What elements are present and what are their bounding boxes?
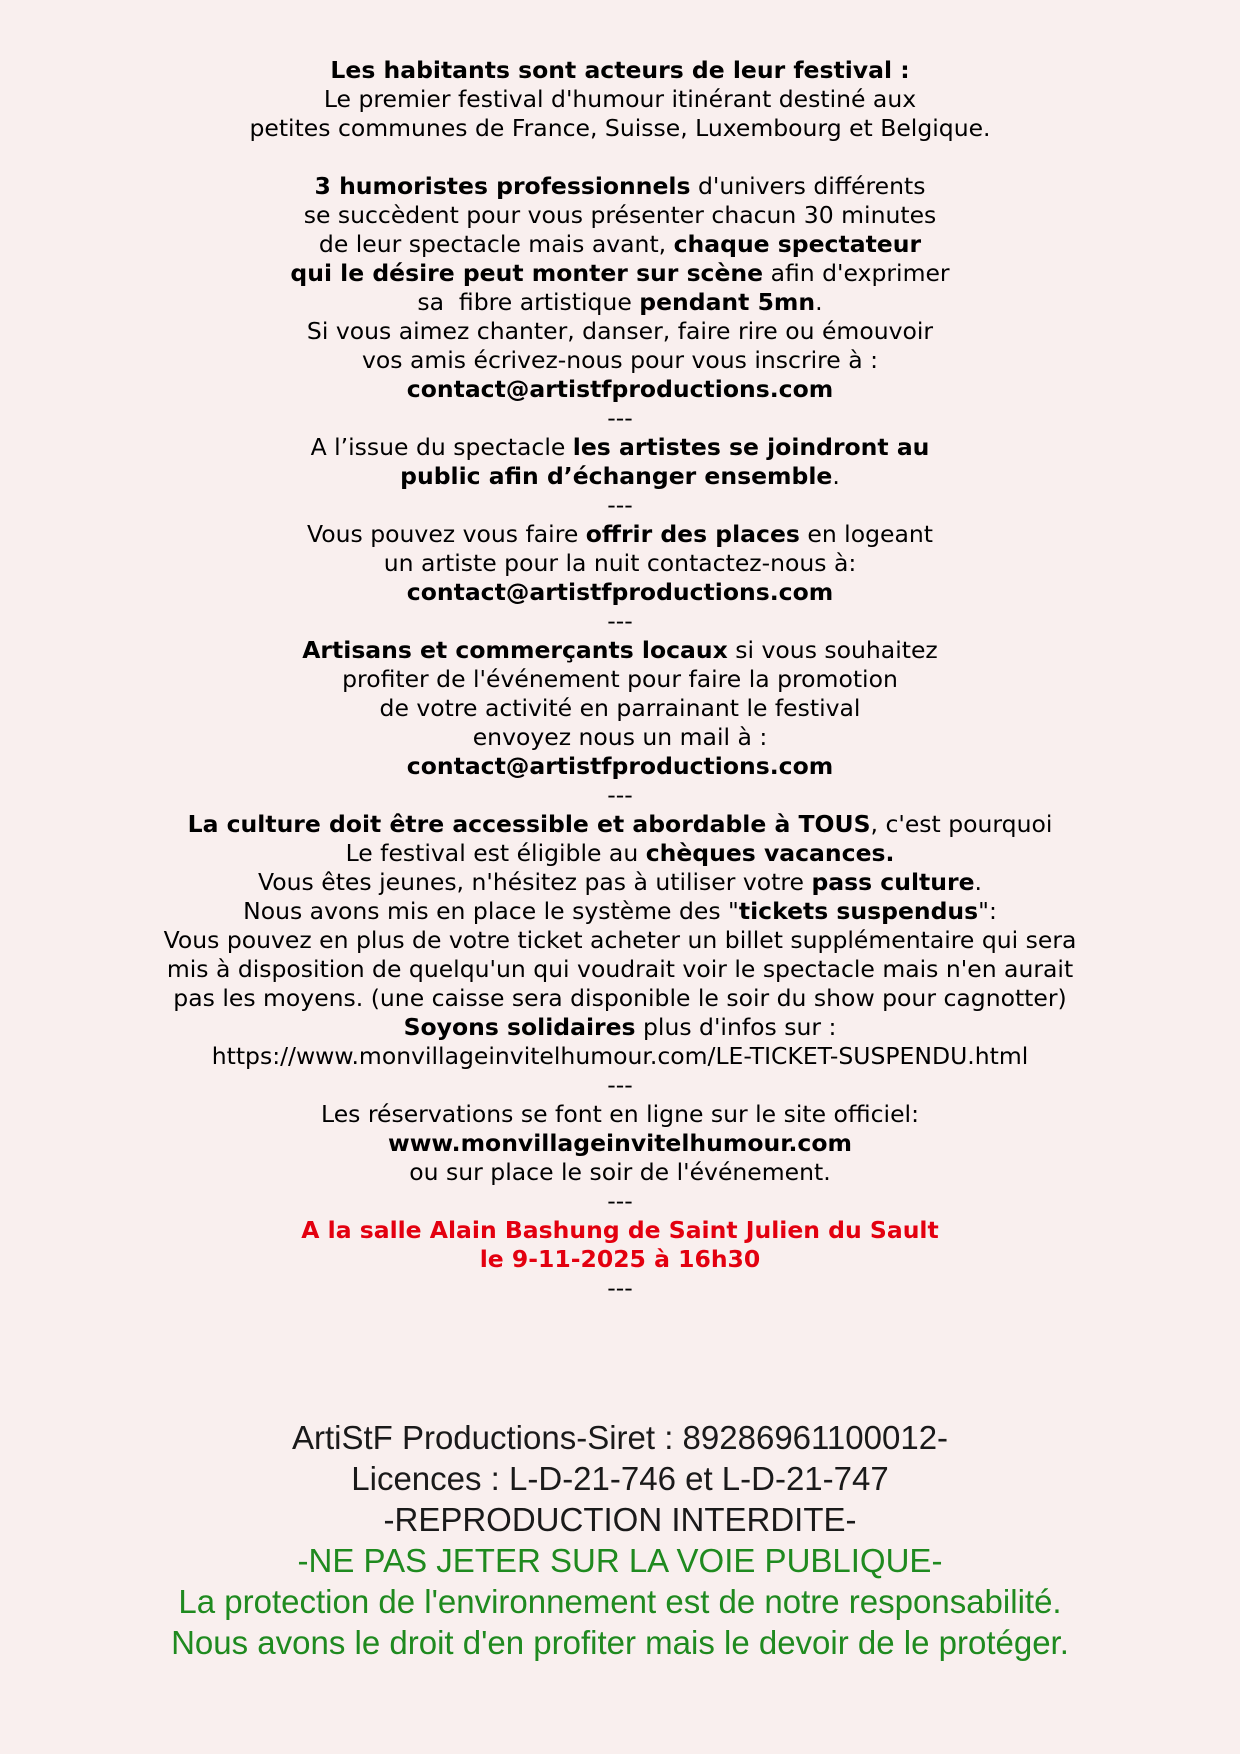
intro-heading: Les habitants sont acteurs de leur festival : [330, 56, 910, 84]
separator: --- [607, 607, 633, 635]
sponsors-line: de votre activité en parrainant le festival [379, 694, 861, 722]
footer-duty: Nous avons le droit d'en profiter mais le devoir de le protéger. [171, 1624, 1069, 1661]
humorists-line: de leur spectacle mais avant, chaque spectateur [318, 230, 922, 258]
footer [0, 1417, 1240, 1663]
meet-line: public afin d’échanger ensemble. [400, 462, 840, 490]
culture-line: Vous pouvez en plus de votre ticket acheter un billet supplémentaire qui sera [163, 926, 1077, 954]
humorists-line: Si vous aimez chanter, danser, faire rire ou émouvoir [306, 317, 934, 345]
intro-line: petites communes de France, Suisse, Luxembourg et Belgique. [249, 114, 991, 142]
humorists-line: qui le désire peut monter sur scène afin d'exprimer [290, 259, 950, 287]
flyer-body [0, 56, 1240, 1303]
event-date: le 9-11-2025 à 16h30 [479, 1245, 761, 1273]
booking-line: ou sur place le soir de l'événement. [409, 1158, 831, 1186]
culture-line: Nous avons mis en place le système des "tickets suspendus": [243, 897, 997, 925]
culture-line: La culture doit être accessible et abordable à TOUS, c'est pourquoi [187, 810, 1053, 838]
humorists-line: vos amis écrivez-nous pour vous inscrire à : [361, 346, 878, 374]
ticket-suspendu-link[interactable]: https://www.monvillageinvitelhumour.com/LE-TICKET-SUSPENDU.html [211, 1042, 1029, 1070]
separator: --- [607, 1187, 633, 1215]
humorists-line: 3 humoristes professionnels d'univers différents [314, 172, 926, 200]
separator: --- [607, 1274, 633, 1302]
humorists-line: sa fibre artistique pendant 5mn. [417, 288, 823, 316]
separator: --- [607, 404, 633, 432]
contact-email-signup[interactable]: contact@artistfproductions.com [406, 375, 834, 403]
booking-line: Les réservations se font en ligne sur le site officiel: [321, 1100, 919, 1128]
contact-email-sponsors[interactable]: contact@artistfproductions.com [406, 752, 834, 780]
footer-siret: ArtiStF Productions-Siret : 89286961100012- [291, 1419, 949, 1456]
culture-line: Le festival est éligible au chèques vacances. [345, 839, 895, 867]
host-line: Vous pouvez vous faire offrir des places en logeant [307, 520, 933, 548]
culture-line: Vous êtes jeunes, n'hésitez pas à utiliser votre pass culture. [258, 868, 982, 896]
footer-reproduction: -REPRODUCTION INTERDITE- [383, 1501, 857, 1538]
sponsors-line: Artisans et commerçants locaux si vous souhaitez [302, 636, 938, 664]
culture-line: Soyons solidaires plus d'infos sur : [403, 1013, 837, 1041]
separator: --- [607, 491, 633, 519]
humorists-highlight: 3 humoristes professionnels [314, 172, 691, 200]
separator: --- [607, 1071, 633, 1099]
official-site-link[interactable]: www.monvillageinvitelhumour.com [388, 1129, 852, 1157]
footer-environment: La protection de l'environnement est de notre responsabilité. [178, 1583, 1062, 1620]
humorists-line: se succèdent pour vous présenter chacun 30 minutes [303, 201, 937, 229]
footer-licences: Licences : L-D-21-746 et L-D-21-747 [351, 1460, 889, 1497]
separator: --- [607, 781, 633, 809]
host-line: un artiste pour la nuit contactez-nous à: [383, 549, 857, 577]
sponsors-line: profiter de l'événement pour faire la promotion [342, 665, 898, 693]
contact-email-host[interactable]: contact@artistfproductions.com [406, 578, 834, 606]
culture-line: mis à disposition de quelqu'un qui voudrait voir le spectacle mais n'en aurait [166, 955, 1074, 983]
culture-line: pas les moyens. (une caisse sera disponible le soir du show pour cagnotter) [173, 984, 1067, 1012]
footer-public-road: -NE PAS JETER SUR LA VOIE PUBLIQUE- [297, 1542, 943, 1579]
intro-line: Le premier festival d'humour itinérant destiné aux [323, 85, 917, 113]
sponsors-line: envoyez nous un mail à : [472, 723, 768, 751]
spacer [0, 143, 1240, 172]
event-venue: A la salle Alain Bashung de Saint Julien du Sault [301, 1216, 939, 1244]
meet-line: A l’issue du spectacle les artistes se joindront au [310, 433, 930, 461]
